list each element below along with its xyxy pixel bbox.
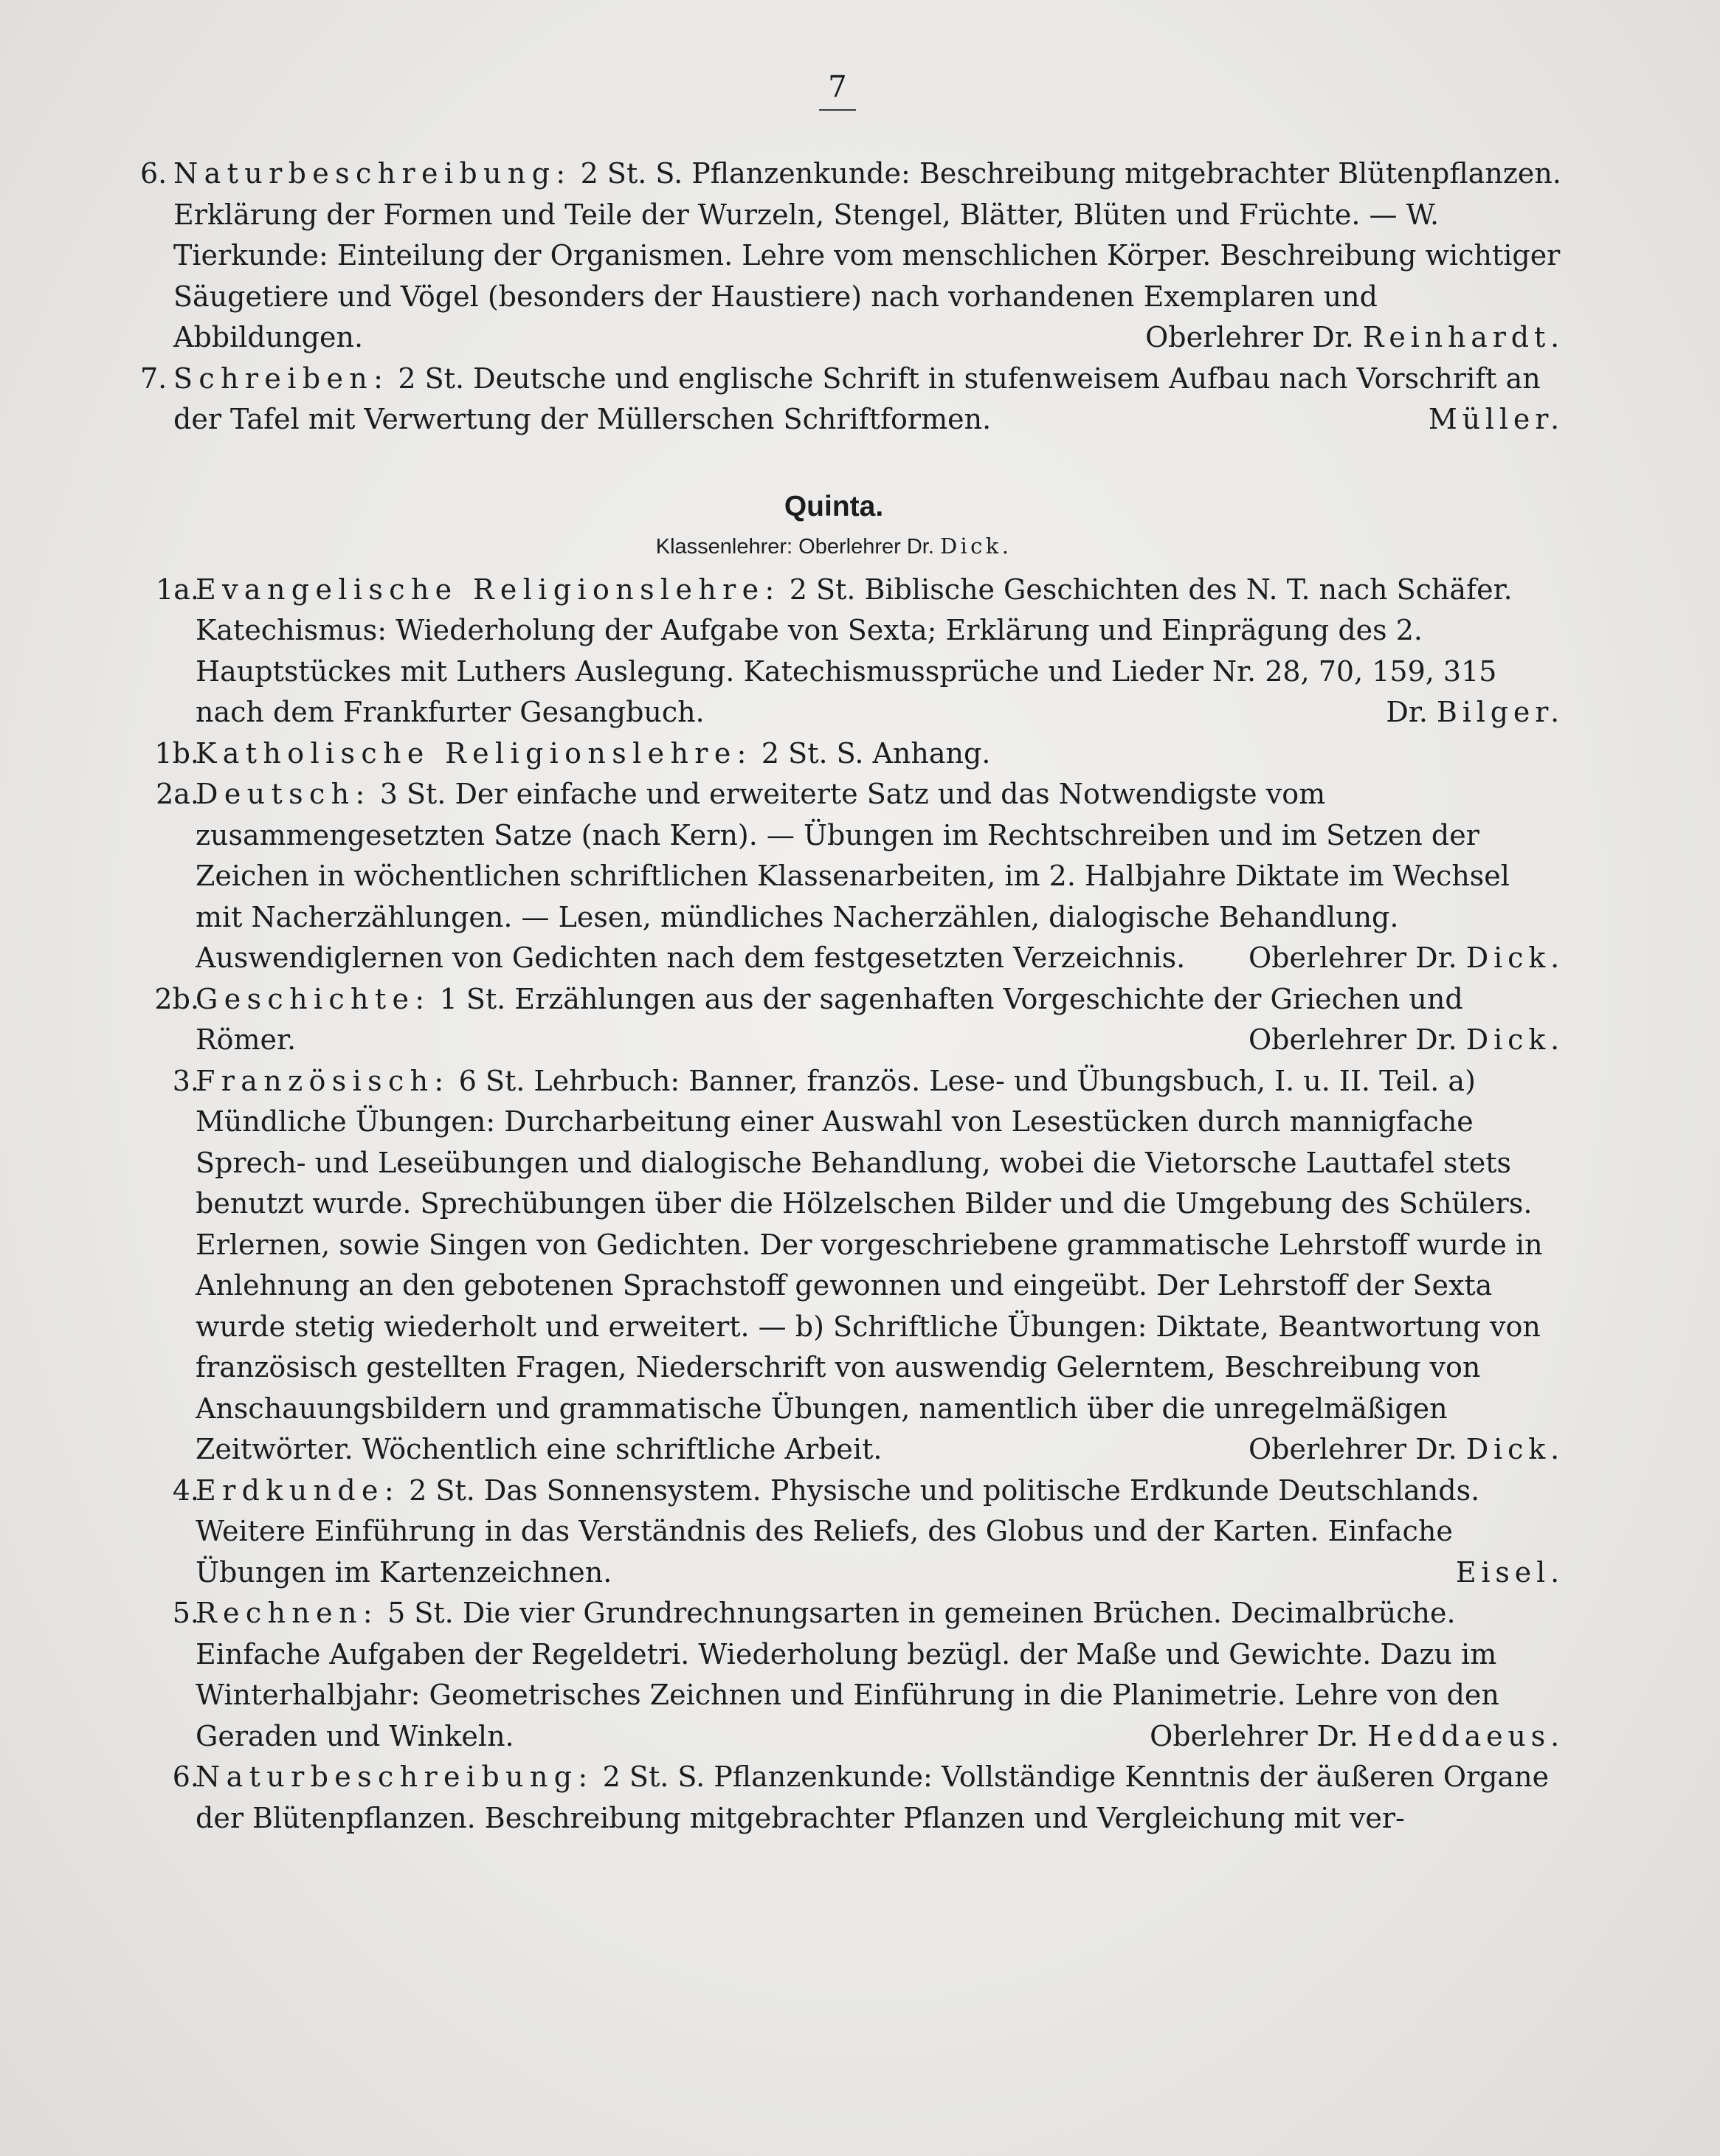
teacher-name: Müller. (1428, 403, 1564, 435)
entry-subject: Naturbeschreibung: (196, 1761, 594, 1793)
entry-text: 6 St. Lehrbuch: Banner, französ. Lese- und Übungsbuch, I. u. II. Teil. a) Mündliche Übungen: Durcharbeitung einer Auswahl von Lesestücken durch mannigfache Sprech- und Leseübungen und dialogische Behandlung, wobei die Vietorsche Lauttafel stets benutzt wurde. Sprechübungen über die Hölzelschen Bilder und die Umgebung des Schülers. Erlernen, sowie Singen von Gedichten. Der vorgeschriebene grammatische Lehrstoff wurde in Anlehnung an den gebotenen Sprachstoff gewonnen und eingeübt. Der Lehrstoff der Sexta wurde stetig wiederholt und erweitert. — b) Schriftliche Übungen: Diktate, Beantwortung von französisch gestellten Fragen, Niederschrift von auswendig Gelerntem, Beschreibung von Anschauungsbildern und grammatische Übungen, namentlich über die unregelmäßigen Zeitwörter. Wöchentlich eine schriftliche Arbeit. (196, 1064, 1543, 1465)
teacher-prefix: Oberlehrer Dr. (1150, 1719, 1358, 1752)
quinta-entry-deutsch (140, 774, 1564, 979)
page-number: 7 (828, 70, 847, 104)
entry-teacher (1248, 1429, 1564, 1471)
quinta-entry-geschichte (140, 979, 1564, 1061)
entry-text: 1 St. Erzählungen aus der sagenhaften Vorgeschichte der Griechen und Römer. (196, 982, 1463, 1056)
sexta-entry-naturbeschreibung (140, 153, 1564, 359)
entry-number: 2b. (154, 982, 199, 1015)
teacher-prefix: Oberlehrer Dr. (1248, 1023, 1457, 1056)
teacher-name: Dick. (1465, 1023, 1564, 1056)
entry-number: 6. (140, 157, 167, 190)
class-teacher-label: Klassenlehrer: Oberlehrer Dr. (655, 534, 934, 559)
entry-subject: Katholische Religionslehre: (196, 736, 753, 770)
entry-text: 2 St. S. Pflanzenkunde: Vollständige Kenntnis der äußeren Organe der Blütenpflanzen. Beschreibung mitgebrachter Pflanzen und Vergleichung mit ver- (196, 1761, 1550, 1834)
class-teacher-line (103, 529, 1564, 564)
quinta-entry-rechnen (140, 1593, 1564, 1757)
entry-number: 2a. (156, 778, 199, 810)
entry-number: 7. (140, 362, 167, 395)
entry-subject: Erdkunde: (196, 1473, 401, 1507)
entry-teacher (1150, 1716, 1564, 1758)
entry-number: 4. (172, 1473, 199, 1507)
entry-text: 2 St. S. Pflanzenkunde: Beschreibung mitgebrachter Blütenpflanzen. Erklärung der Formen und Teile der Wurzeln, Stengel, Blätter, Blüten und Früchte. — W. Tierkunde: Einteilung der Organismen. Lehre vom menschlichen Körper. Beschreibung wichtiger Säugetiere und Vögel (besonders der Haustiere) nach vorhandenen Exemplaren und Abbildungen. (173, 157, 1561, 353)
entry-teacher (1248, 938, 1564, 979)
document-body (140, 153, 1564, 1839)
entry-text: 2 St. S. Anhang. (761, 736, 991, 770)
quinta-entry-naturbeschreibung (140, 1757, 1564, 1839)
class-teacher-name: Dick. (939, 533, 1012, 559)
entry-text: 2 St. Biblische Geschichten des N. T. nach Schäfer. Katechismus: Wiederholung der Aufgabe von Sexta; Erklärung und Einprägung des 2. Hauptstückes mit Luthers Auslegung. Katechismussprüche und Lieder Nr. 28, 70, 159, 315 nach dem Frankfurter Gesangbuch. (196, 573, 1513, 728)
entry-teacher (1386, 692, 1564, 733)
page-number-rule (819, 109, 856, 111)
entry-text: 5 St. Die vier Grundrechnungsarten in gemeinen Brüchen. Decimalbrüche. Einfache Aufgaben der Regeldetri. Wiederholung bezügl. der Maße und Gewichte. Dazu im Winterhalbjahr: Geometrisches Zeichnen und Einführung in die Planimetrie. Lehre von den Geraden und Winkeln. (196, 1597, 1499, 1752)
entry-text: 2 St. Deutsche und englische Schrift in stufenweisem Aufbau nach Vorschrift an der Tafel mit Verwertung der Müllerschen Schriftformen. (173, 362, 1541, 435)
entry-text: 2 St. Das Sonnensystem. Physische und politische Erdkunde Deutschlands. Weitere Einführung in das Verständnis des Reliefs, des Globus und der Karten. Einfache Übungen im Kartenzeichnen. (196, 1473, 1480, 1589)
teacher-name: Eisel. (1455, 1555, 1564, 1589)
teacher-name: Dick. (1465, 941, 1564, 974)
teacher-name: Reinhardt. (1362, 321, 1564, 353)
teacher-prefix: Dr. (1386, 696, 1428, 728)
quinta-entry-erdkunde (140, 1471, 1564, 1594)
entry-teacher (1248, 1020, 1564, 1061)
entry-number: 1b. (154, 736, 199, 770)
entry-subject: Naturbeschreibung: (173, 157, 572, 190)
entry-text: 3 St. Der einfache und erweiterte Satz und das Notwendigste vom zusammengesetzten Satze (nach Kern). — Übungen im Rechtschreiben und im Setzen der Zeichen in wöchentlichen schriftlichen Klassenarbeiten, im 2. Halbjahre Diktate im Wechsel mit Nacherzählungen. — Lesen, mündliches Nacherzählen, dialogische Behandlung. Auswendiglernen von Gedichten nach dem festgesetzten Verzeichnis. (196, 778, 1510, 974)
teacher-prefix: Oberlehrer Dr. (1145, 321, 1354, 353)
sexta-entry-schreiben (140, 359, 1564, 440)
entry-number: 3. (172, 1064, 199, 1097)
entry-subject: Evangelische Religionslehre: (196, 573, 781, 606)
teacher-name: Dick. (1465, 1433, 1564, 1465)
quinta-entry-evangelische-religionslehre (140, 570, 1564, 733)
entry-teacher (1429, 399, 1564, 440)
teacher-name: Bilger. (1437, 696, 1564, 728)
entry-teacher (1145, 317, 1564, 359)
teacher-name: Heddaeus. (1367, 1719, 1564, 1752)
entry-subject: Rechnen: (196, 1597, 379, 1629)
teacher-prefix: Oberlehrer Dr. (1248, 941, 1457, 974)
entry-subject: Französisch: (196, 1064, 450, 1097)
entry-subject: Deutsch: (196, 778, 371, 810)
entry-number: 6. (172, 1761, 199, 1793)
entry-subject: Geschichte: (196, 982, 431, 1015)
quinta-entry-katholische-religionslehre (140, 733, 1564, 775)
teacher-prefix: Oberlehrer Dr. (1248, 1433, 1457, 1465)
entry-subject: Schreiben: (173, 362, 390, 395)
entry-teacher (1456, 1552, 1564, 1594)
entry-number: 5. (172, 1597, 199, 1629)
section-heading-quinta: Quinta. (784, 490, 884, 522)
quinta-entry-franzoesisch (140, 1061, 1564, 1471)
entry-number: 1a. (156, 573, 199, 606)
